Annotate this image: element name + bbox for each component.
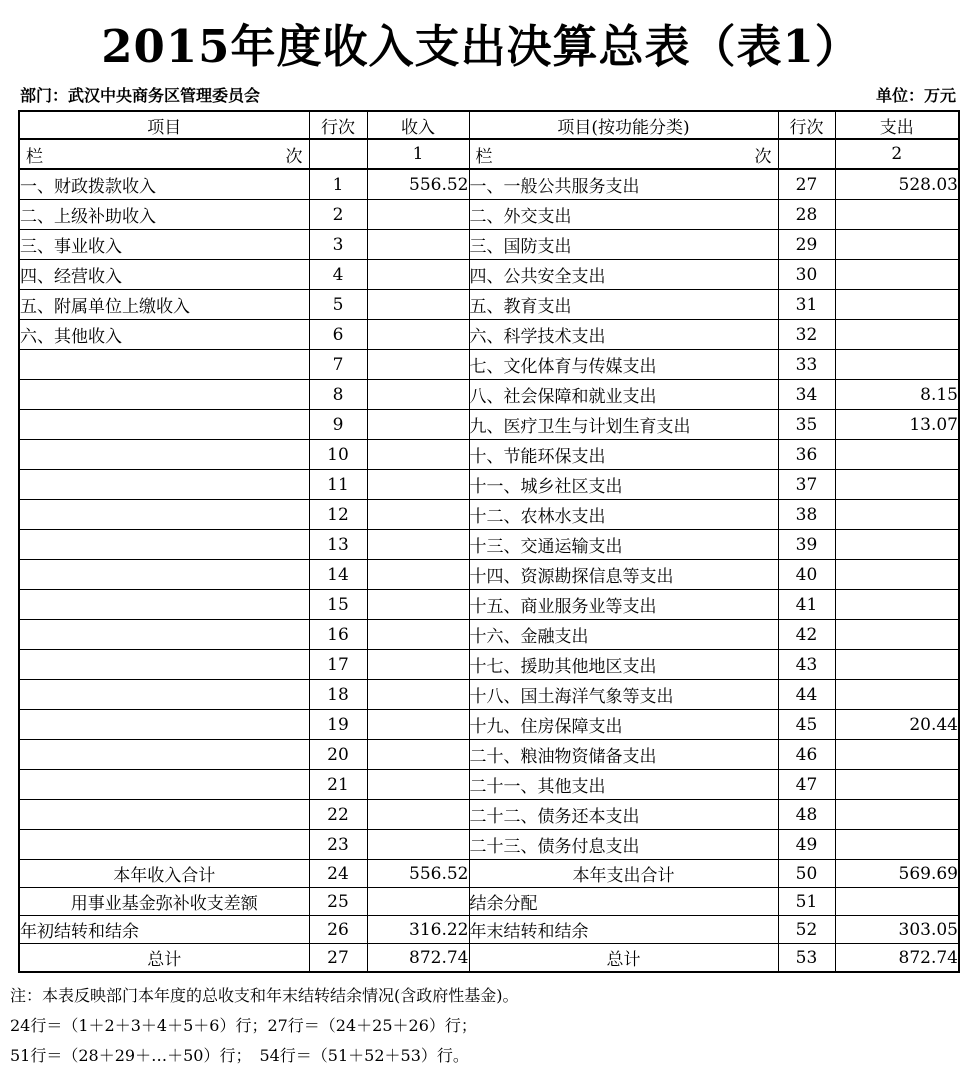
expense-amount-cell: 872.74	[835, 944, 959, 973]
table-row	[19, 620, 959, 650]
income-rowno-cell: 13	[309, 530, 367, 560]
income-item-cell: 一、财政拨款收入	[19, 169, 309, 200]
income-amount-cell	[367, 410, 469, 440]
income-amount-cell: 316.22	[367, 916, 469, 944]
expense-amount-cell	[835, 740, 959, 770]
expense-item-cell: 年末结转和结余	[469, 916, 778, 944]
header-rowno-right: 行次	[778, 111, 835, 139]
income-item-cell	[19, 710, 309, 740]
expense-rowno-cell: 33	[778, 350, 835, 380]
income-item-cell: 六、其他收入	[19, 320, 309, 350]
expense-amount-cell	[835, 260, 959, 290]
expense-rowno-cell: 49	[778, 830, 835, 860]
expense-rowno-cell: 42	[778, 620, 835, 650]
income-rowno-cell: 24	[309, 860, 367, 888]
lanci-right-cell	[469, 139, 778, 169]
unit-label: 单位：万元	[875, 86, 956, 105]
ci-label: 次	[285, 146, 303, 167]
expense-item-cell: 一、一般公共服务支出	[469, 169, 778, 200]
expense-item-cell: 十七、援助其他地区支出	[469, 650, 778, 680]
expense-item-cell: 二十一、其他支出	[469, 770, 778, 800]
expense-amount-cell	[835, 800, 959, 830]
income-amount-cell	[367, 740, 469, 770]
income-amount-cell: 872.74	[367, 944, 469, 973]
income-amount-cell	[367, 590, 469, 620]
income-rowno-cell: 9	[309, 410, 367, 440]
expense-amount-cell	[835, 830, 959, 860]
income-amount-cell	[367, 800, 469, 830]
expense-item-cell: 十四、资源勘探信息等支出	[469, 560, 778, 590]
income-amount-cell	[367, 290, 469, 320]
expense-amount-cell	[835, 350, 959, 380]
header-income: 收入	[367, 111, 469, 139]
income-rowno-cell: 25	[309, 888, 367, 916]
income-rowno-cell: 22	[309, 800, 367, 830]
income-amount-cell	[367, 620, 469, 650]
table-row	[19, 560, 959, 590]
table-row	[19, 740, 959, 770]
expense-rowno-cell: 32	[778, 320, 835, 350]
expense-rowno-cell: 53	[778, 944, 835, 973]
income-item-cell	[19, 650, 309, 680]
page-title: 2015年度收入支出决算总表（表1）	[101, 20, 861, 73]
footnote-line: 注：本表反映部门本年度的总收支和年末结转结余情况(含政府性基金)。	[10, 986, 519, 1005]
income-amount-cell	[367, 500, 469, 530]
table-row	[19, 680, 959, 710]
expense-rowno-cell: 43	[778, 650, 835, 680]
table-row	[19, 200, 959, 230]
expense-item-cell: 三、国防支出	[469, 230, 778, 260]
table-row	[19, 500, 959, 530]
expense-item-cell: 四、公共安全支出	[469, 260, 778, 290]
table-row	[19, 470, 959, 500]
expense-amount-cell	[835, 680, 959, 710]
expense-item-cell: 结余分配	[469, 888, 778, 916]
income-amount-cell	[367, 888, 469, 916]
table-row	[19, 590, 959, 620]
income-rowno-cell: 4	[309, 260, 367, 290]
expense-rowno-cell: 27	[778, 169, 835, 200]
income-item-cell: 用事业基金弥补收支差额	[19, 888, 309, 916]
expense-item-cell: 十一、城乡社区支出	[469, 470, 778, 500]
header-item-left: 项目	[19, 111, 309, 139]
expense-item-cell: 十八、国土海洋气象等支出	[469, 680, 778, 710]
table-row	[19, 440, 959, 470]
expense-amount-cell: 528.03	[835, 169, 959, 200]
expense-rowno-cell: 31	[778, 290, 835, 320]
expense-amount-cell	[835, 320, 959, 350]
expense-item-cell: 二十、粮油物资储备支出	[469, 740, 778, 770]
income-item-cell	[19, 530, 309, 560]
table-row	[19, 530, 959, 560]
expense-rowno-cell: 36	[778, 440, 835, 470]
income-item-cell: 二、上级补助收入	[19, 200, 309, 230]
header-expense: 支出	[835, 111, 959, 139]
expense-rowno-cell: 35	[778, 410, 835, 440]
header-row	[19, 111, 959, 139]
income-amount-cell	[367, 650, 469, 680]
expense-item-cell: 九、医疗卫生与计划生育支出	[469, 410, 778, 440]
table-row	[19, 770, 959, 800]
income-rowno-cell: 3	[309, 230, 367, 260]
footnote-line: 24行＝（1＋2＋3＋4＋5＋6）行；27行＝（24＋25＋26）行；	[10, 1016, 477, 1035]
table-row	[19, 260, 959, 290]
table-row	[19, 650, 959, 680]
expense-rowno-cell: 38	[778, 500, 835, 530]
expense-rowno-cell: 41	[778, 590, 835, 620]
income-item-cell: 总计	[19, 944, 309, 973]
income-item-cell: 五、附属单位上缴收入	[19, 290, 309, 320]
income-amount-cell	[367, 470, 469, 500]
expense-rowno-cell: 29	[778, 230, 835, 260]
expense-item-cell: 十五、商业服务业等支出	[469, 590, 778, 620]
income-rowno-cell: 1	[309, 169, 367, 200]
expense-item-cell: 二十三、债务付息支出	[469, 830, 778, 860]
income-item-cell	[19, 620, 309, 650]
table-row	[19, 290, 959, 320]
income-rowno-cell: 14	[309, 560, 367, 590]
table-row	[19, 710, 959, 740]
expense-amount-cell	[835, 620, 959, 650]
lanci-rowno-left-cell	[309, 139, 367, 169]
income-item-cell	[19, 410, 309, 440]
header-item-right: 项目(按功能分类)	[469, 111, 778, 139]
expense-rowno-cell: 39	[778, 530, 835, 560]
income-item-cell	[19, 440, 309, 470]
column-number-row	[19, 139, 959, 169]
budget-table	[18, 110, 960, 973]
table-row	[19, 380, 959, 410]
ci-label: 次	[754, 146, 772, 167]
income-column-number: 1	[367, 139, 469, 169]
expense-amount-cell: 8.15	[835, 380, 959, 410]
income-rowno-cell: 16	[309, 620, 367, 650]
income-rowno-cell: 6	[309, 320, 367, 350]
income-item-cell	[19, 560, 309, 590]
income-rowno-cell: 5	[309, 290, 367, 320]
expense-amount-cell	[835, 500, 959, 530]
table-row	[19, 916, 959, 944]
income-item-cell: 四、经营收入	[19, 260, 309, 290]
expense-amount-cell	[835, 200, 959, 230]
expense-item-cell: 八、社会保障和就业支出	[469, 380, 778, 410]
income-item-cell	[19, 380, 309, 410]
income-item-cell: 三、事业收入	[19, 230, 309, 260]
income-rowno-cell: 19	[309, 710, 367, 740]
income-item-cell: 本年收入合计	[19, 860, 309, 888]
expense-rowno-cell: 51	[778, 888, 835, 916]
income-rowno-cell: 17	[309, 650, 367, 680]
income-item-cell	[19, 350, 309, 380]
income-amount-cell	[367, 680, 469, 710]
expense-amount-cell	[835, 590, 959, 620]
income-amount-cell	[367, 230, 469, 260]
table-row	[19, 320, 959, 350]
income-item-cell	[19, 800, 309, 830]
income-amount-cell	[367, 440, 469, 470]
income-rowno-cell: 7	[309, 350, 367, 380]
income-amount-cell	[367, 320, 469, 350]
expense-amount-cell: 13.07	[835, 410, 959, 440]
table-row	[19, 169, 959, 200]
expense-amount-cell	[835, 530, 959, 560]
income-amount-cell	[367, 830, 469, 860]
expense-item-cell: 十、节能环保支出	[469, 440, 778, 470]
income-item-cell: 年初结转和结余	[19, 916, 309, 944]
expense-rowno-cell: 47	[778, 770, 835, 800]
lanci-rowno-right-cell	[778, 139, 835, 169]
expense-item-cell: 二、外交支出	[469, 200, 778, 230]
expense-amount-cell	[835, 230, 959, 260]
income-amount-cell	[367, 530, 469, 560]
expense-item-cell: 七、文化体育与传媒支出	[469, 350, 778, 380]
table-row	[19, 830, 959, 860]
income-rowno-cell: 2	[309, 200, 367, 230]
table-row	[19, 860, 959, 888]
meta-row	[0, 83, 962, 110]
income-item-cell	[19, 470, 309, 500]
footnotes	[0, 973, 962, 1071]
expense-rowno-cell: 40	[778, 560, 835, 590]
expense-amount-cell	[835, 560, 959, 590]
income-amount-cell	[367, 380, 469, 410]
expense-rowno-cell: 48	[778, 800, 835, 830]
expense-rowno-cell: 28	[778, 200, 835, 230]
income-item-cell	[19, 830, 309, 860]
department-label: 部门：武汉中央商务区管理委员会	[20, 86, 261, 105]
income-amount-cell: 556.52	[367, 169, 469, 200]
income-rowno-cell: 8	[309, 380, 367, 410]
expense-item-cell: 十九、住房保障支出	[469, 710, 778, 740]
footnote-line: 51行＝（28＋29＋…＋50）行； 54行＝（51＋52＋53）行。	[10, 1046, 469, 1065]
expense-item-cell: 十三、交通运输支出	[469, 530, 778, 560]
expense-rowno-cell: 30	[778, 260, 835, 290]
income-item-cell	[19, 680, 309, 710]
income-amount-cell	[367, 710, 469, 740]
expense-item-cell: 总计	[469, 944, 778, 973]
income-rowno-cell: 23	[309, 830, 367, 860]
expense-rowno-cell: 34	[778, 380, 835, 410]
table-body	[19, 169, 959, 972]
expense-item-cell: 五、教育支出	[469, 290, 778, 320]
header-rowno-left: 行次	[309, 111, 367, 139]
income-rowno-cell: 26	[309, 916, 367, 944]
expense-rowno-cell: 44	[778, 680, 835, 710]
expense-amount-cell: 569.69	[835, 860, 959, 888]
income-amount-cell	[367, 260, 469, 290]
expense-item-cell: 六、科学技术支出	[469, 320, 778, 350]
expense-column-number: 2	[835, 139, 959, 169]
expense-amount-cell	[835, 888, 959, 916]
lanci-left-cell	[19, 139, 309, 169]
table-header	[19, 111, 959, 169]
expense-item-cell: 十二、农林水支出	[469, 500, 778, 530]
table-row	[19, 350, 959, 380]
income-amount-cell	[367, 350, 469, 380]
expense-amount-cell: 303.05	[835, 916, 959, 944]
income-item-cell	[19, 500, 309, 530]
expense-rowno-cell: 52	[778, 916, 835, 944]
expense-amount-cell	[835, 650, 959, 680]
expense-rowno-cell: 46	[778, 740, 835, 770]
income-rowno-cell: 11	[309, 470, 367, 500]
income-amount-cell	[367, 200, 469, 230]
income-rowno-cell: 27	[309, 944, 367, 973]
income-item-cell	[19, 740, 309, 770]
expense-amount-cell	[835, 470, 959, 500]
expense-amount-cell: 20.44	[835, 710, 959, 740]
income-rowno-cell: 12	[309, 500, 367, 530]
expense-item-cell: 本年支出合计	[469, 860, 778, 888]
expense-item-cell: 十六、金融支出	[469, 620, 778, 650]
income-item-cell	[19, 770, 309, 800]
income-amount-cell: 556.52	[367, 860, 469, 888]
table-row	[19, 800, 959, 830]
table-row	[19, 888, 959, 916]
income-rowno-cell: 21	[309, 770, 367, 800]
expense-amount-cell	[835, 770, 959, 800]
income-item-cell	[19, 590, 309, 620]
income-rowno-cell: 18	[309, 680, 367, 710]
income-amount-cell	[367, 770, 469, 800]
expense-rowno-cell: 45	[778, 710, 835, 740]
expense-rowno-cell: 37	[778, 470, 835, 500]
income-rowno-cell: 20	[309, 740, 367, 770]
expense-amount-cell	[835, 440, 959, 470]
table-row	[19, 410, 959, 440]
income-amount-cell	[367, 560, 469, 590]
expense-item-cell: 二十二、债务还本支出	[469, 800, 778, 830]
expense-amount-cell	[835, 290, 959, 320]
table-row	[19, 230, 959, 260]
lan-label: 栏	[475, 146, 493, 167]
income-rowno-cell: 10	[309, 440, 367, 470]
table-row	[19, 944, 959, 973]
income-rowno-cell: 15	[309, 590, 367, 620]
lan-label: 栏	[26, 146, 43, 167]
expense-rowno-cell: 50	[778, 860, 835, 888]
